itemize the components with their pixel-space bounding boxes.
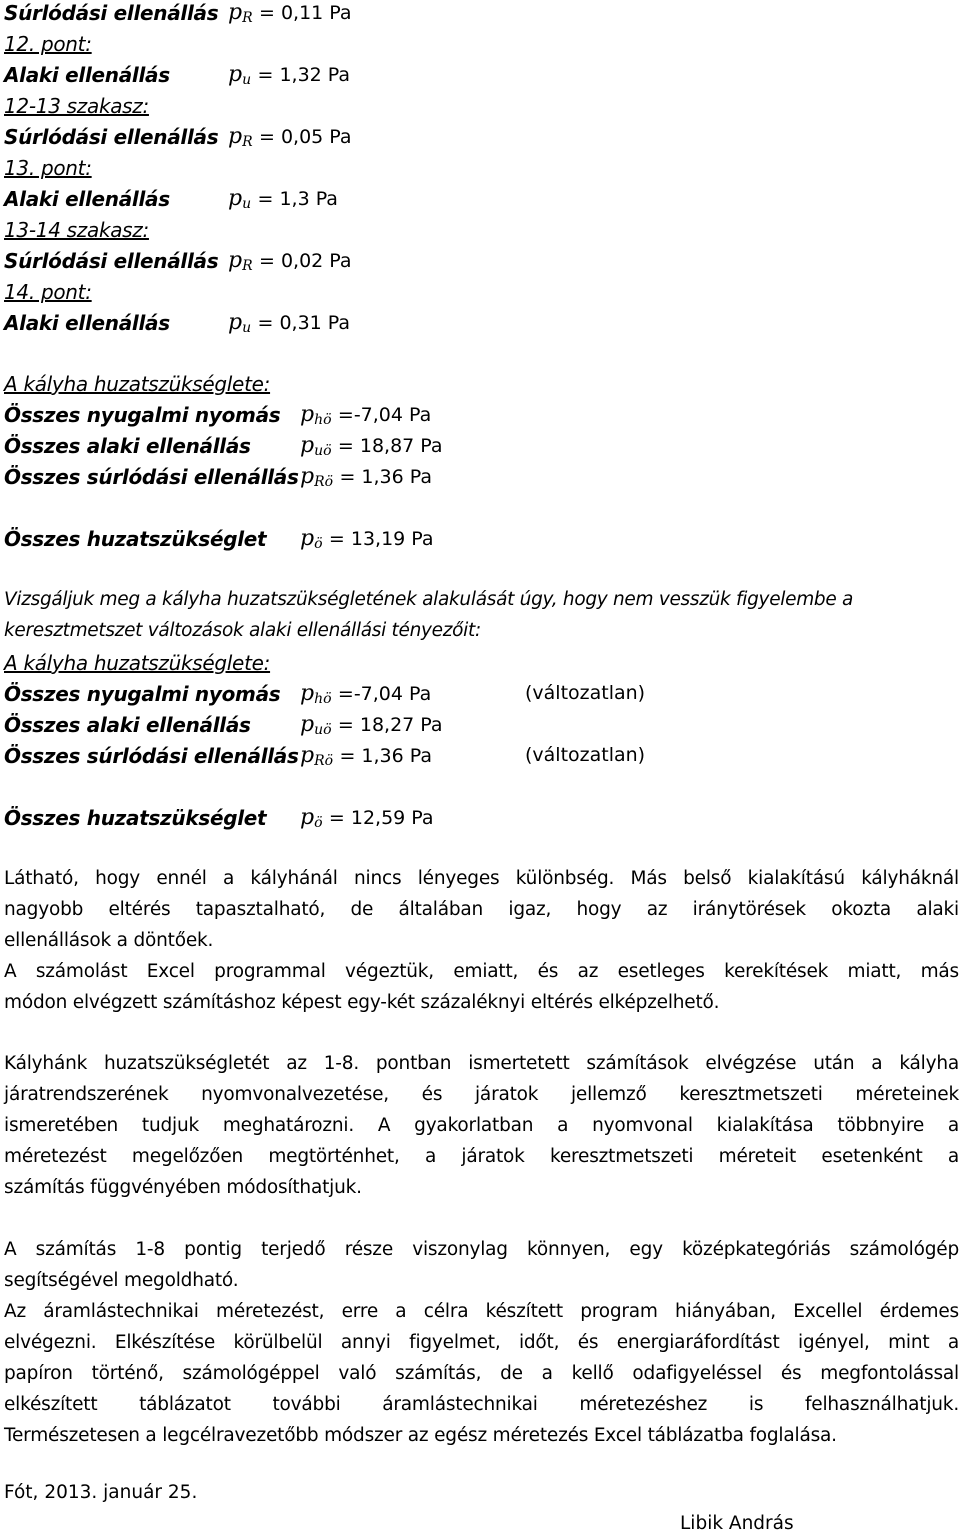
signature: Libik András (680, 1513, 794, 1534)
paragraph-line: papíron történő, számológéppel való számítás, de a kellő odafigyeléssel és megfontolással (4, 1363, 959, 1384)
formula: pu = 0,31 Pa (228, 310, 351, 336)
row-label: Alaki ellenállás (4, 187, 170, 211)
paragraph-line: járatrendszerének nyomvonalvezetése, és járatok jellemző keresztmetszeti méreteinek (4, 1084, 959, 1105)
paragraph-line: elvégezni. Elkészítése körülbelül annyi figyelmet, időt, és energiaráfordítást igényel, mint a (4, 1332, 959, 1353)
paragraph-line: Természetesen a legcélravezetőbb módszer az egész méretezés Excel táblázatba foglalása. (4, 1425, 837, 1446)
paragraph-line: számítás függvényében módosíthatjuk. (4, 1177, 362, 1198)
formula: pR = 0,05 Pa (228, 124, 352, 150)
summary-label: Összes nyugalmi nyomás (4, 403, 281, 427)
paragraph-line: ellenállások a döntőek. (4, 930, 214, 951)
total-formula: pö = 12,59 Pa (300, 805, 434, 831)
section-heading: 13. pont: (4, 156, 92, 180)
paragraph-line: nagyobb eltérés tapasztalható, de általában igaz, hogy az iránytörések okozta alaki (4, 899, 959, 920)
paragraph-line: elkészített táblázatot további áramlástechnikai méretezéshez is felhasználhatjuk. (4, 1394, 959, 1415)
formula: pRö = 1,36 Pa (300, 743, 432, 769)
paragraph-line: Az áramlástechnikai méretezést, erre a célra készített program hiányában, Excellel érdemes (4, 1301, 959, 1322)
row-label: Súrlódási ellenállás (4, 1, 219, 25)
formula: puö = 18,87 Pa (300, 433, 443, 459)
summary-label: Összes alaki ellenállás (4, 434, 251, 458)
unchanged-note: (változatlan) (525, 682, 646, 704)
paragraph-line: ismeretében tudjuk meghatározni. A gyakorlatban a nyomvonal kialakítása többnyire a (4, 1115, 959, 1136)
section-heading: 12-13 szakasz: (4, 94, 149, 118)
intro-line: Vizsgáljuk meg a kályha huzatszükségletének alakulását úgy, hogy nem vesszük figyelembe a (4, 589, 854, 610)
summary-label: Összes nyugalmi nyomás (4, 682, 281, 706)
unchanged-note: (változatlan) (525, 744, 646, 766)
total-formula: pö = 13,19 Pa (300, 526, 434, 552)
section-heading: 13-14 szakasz: (4, 218, 149, 242)
total-label: Összes huzatszükséglet (4, 527, 267, 551)
formula: pR = 0,11 Pa (228, 0, 352, 26)
row-label: Súrlódási ellenállás (4, 249, 219, 273)
paragraph-line: A számolást Excel programmal végeztük, emiatt, és az esetleges kerekítések miatt, más (4, 961, 959, 982)
formula: pu = 1,3 Pa (228, 186, 338, 212)
paragraph-line: A számítás 1-8 pontig terjedő része viszonylag könnyen, egy középkategóriás számológép (4, 1239, 959, 1260)
paragraph-line: segítségével megoldható. (4, 1270, 239, 1291)
section-heading: 14. pont: (4, 280, 92, 304)
paragraph-line: módon elvégzett számításhoz képest egy-két százaléknyi eltérés elképzelhető. (4, 992, 720, 1013)
summary-label: Összes alaki ellenállás (4, 713, 251, 737)
summary-label: Összes súrlódási ellenállás (4, 744, 299, 768)
paragraph-line: Kályhánk huzatszükségletét az 1-8. pontban ismertetett számítások elvégzése után a kályha (4, 1053, 959, 1074)
formula: phö =-7,04 Pa (300, 681, 432, 707)
row-label: Alaki ellenállás (4, 311, 170, 335)
paragraph-line: méretezést megelőzően megtörténhet, a járatok keresztmetszeti méreteit esetenként a (4, 1146, 959, 1167)
paragraph-line: Látható, hogy ennél a kályhánál nincs lényeges különbség. Más belső kialakítású kályháknál (4, 868, 959, 889)
formula: pRö = 1,36 Pa (300, 464, 432, 490)
intro-line: keresztmetszet változások alaki ellenállási tényezőit: (4, 620, 481, 641)
formula: pR = 0,02 Pa (228, 248, 352, 274)
row-label: Súrlódási ellenállás (4, 125, 219, 149)
row-label: Alaki ellenállás (4, 63, 170, 87)
section-heading: 12. pont: (4, 32, 92, 56)
summary-heading: A kályha huzatszükséglete: (4, 651, 271, 675)
total-label: Összes huzatszükséglet (4, 806, 267, 830)
formula: phö =-7,04 Pa (300, 402, 432, 428)
summary-label: Összes súrlódási ellenállás (4, 465, 299, 489)
formula: puö = 18,27 Pa (300, 712, 443, 738)
summary-heading: A kályha huzatszükséglete: (4, 372, 271, 396)
place-date: Fót, 2013. január 25. (4, 1482, 198, 1503)
formula: pu = 1,32 Pa (228, 62, 351, 88)
